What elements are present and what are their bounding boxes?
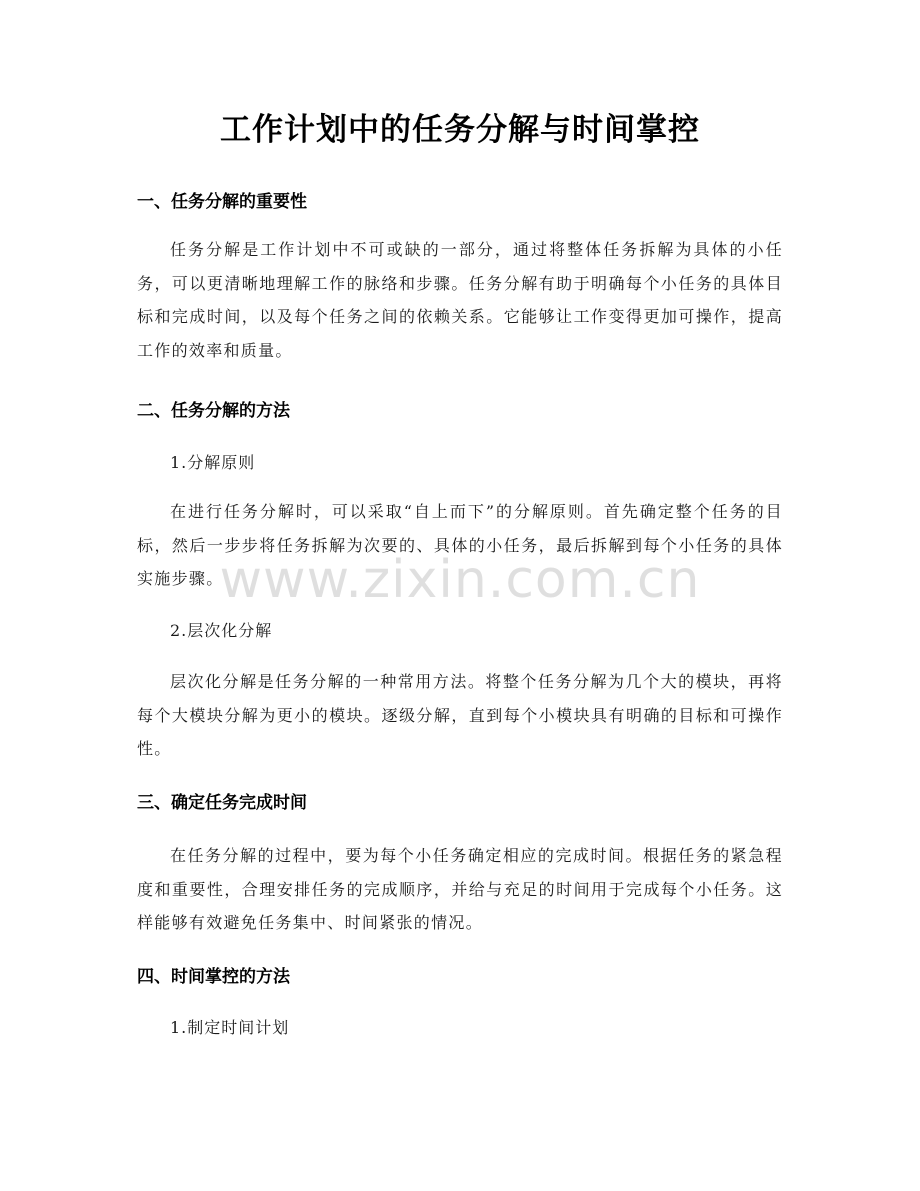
document-title: 工作计划中的任务分解与时间掌控 [220, 112, 700, 148]
section-heading-time-control: 四、时间掌控的方法 [137, 967, 290, 987]
subheading-hierarchical-decomposition: 2.层次化分解 [170, 621, 273, 640]
subheading-decomposition-principle: 1.分解原则 [170, 453, 256, 472]
subheading-time-plan: 1.制定时间计划 [170, 1018, 290, 1037]
section-heading-methods: 二、任务分解的方法 [137, 401, 290, 421]
section-heading-completion-time: 三、确定任务完成时间 [137, 793, 307, 813]
paragraph-decomposition-principle: 在进行任务分解时，可以采取“自上而下”的分解原则。首先确定整个任务的目标，然后一步步将任务拆解为次要的、具体的小任务，最后拆解到每个小任务的具体实施步骤。 [137, 502, 783, 588]
section-paragraph-importance: 任务分解是工作计划中不可或缺的一部分，通过将整体任务拆解为具体的小任务，可以更清晰地理解工作的脉络和步骤。任务分解有助于明确每个小任务的具体目标和完成时间，以及每个任务之间的依赖关系。它能够让工作变得更加可操作，提高工作的效率和质量。 [137, 240, 783, 360]
section-heading-importance: 一、任务分解的重要性 [137, 192, 307, 212]
paragraph-hierarchical-decomposition: 层次化分解是任务分解的一种常用方法。将整个任务分解为几个大的模块，再将每个大模块分解为更小的模块。逐级分解，直到每个小模块具有明确的目标和可操作性。 [137, 672, 783, 758]
watermark-text: www.zixin.com.cn [219, 550, 701, 610]
section-paragraph-completion-time: 在任务分解的过程中，要为每个小任务确定相应的完成时间。根据任务的紧急程度和重要性，合理安排任务的完成顺序，并给与充足的时间用于完成每个小任务。这样能够有效避免任务集中、时间紧张的情况。 [137, 846, 783, 932]
